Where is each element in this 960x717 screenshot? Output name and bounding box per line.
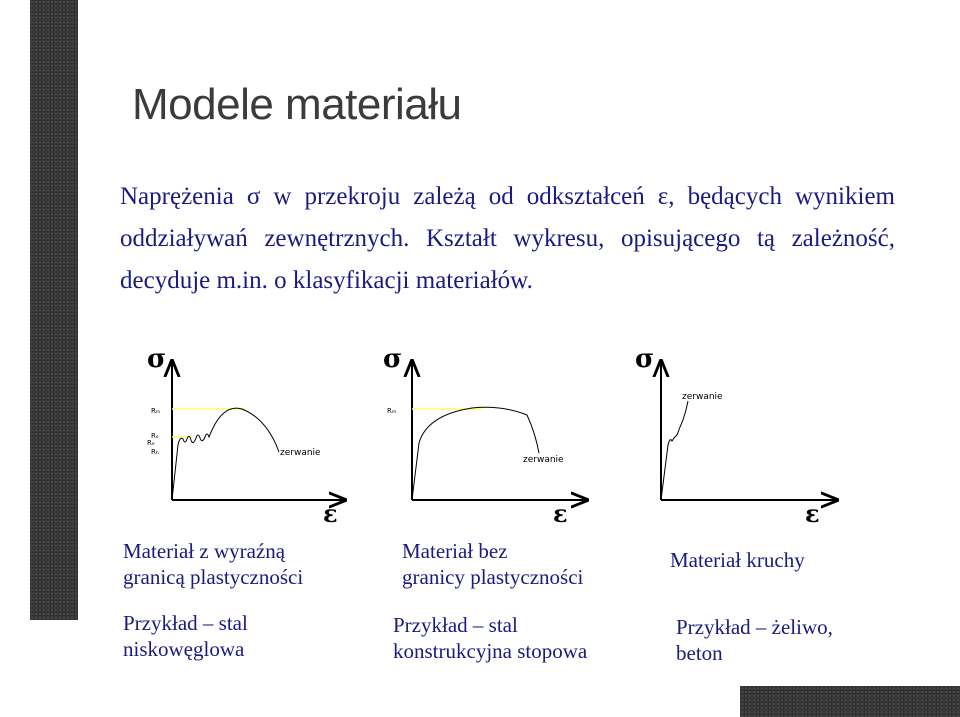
caption-type-text: Materiał bez granicy plastyczności: [402, 539, 584, 589]
stress-curve: [661, 401, 688, 500]
bottom-decor-bar: [740, 686, 960, 717]
rupture-label: zerwanie: [682, 392, 723, 402]
graph-alloy-steel: [383, 344, 587, 528]
left-decor-bar: [30, 0, 78, 620]
caption-example-mild-steel: [123, 610, 248, 662]
label-rh: Rₕ: [151, 448, 159, 456]
caption-example-text: Przykład – stal niskowęglowa: [123, 611, 248, 661]
graph-mild-steel: [147, 344, 345, 528]
label-rm: Rₘ: [151, 407, 161, 415]
epsilon-symbol: ε: [323, 499, 338, 528]
label-re-lower: Rₑ: [147, 439, 155, 447]
sigma-symbol: σ: [635, 344, 655, 374]
caption-example-text: Przykład – żeliwo, beton: [676, 615, 833, 665]
caption-type-text: Materiał kruchy: [670, 548, 805, 572]
slide-title: Modele materiału: [132, 80, 462, 129]
graph-brittle: [635, 344, 837, 528]
epsilon-symbol: ε: [805, 499, 820, 528]
rupture-label: zerwanie: [523, 455, 564, 465]
sigma-symbol: σ: [383, 344, 403, 374]
epsilon-symbol: ε: [553, 499, 568, 528]
caption-type-mild-steel: [123, 538, 303, 590]
caption-type-alloy-steel: [402, 538, 583, 590]
stress-curve: [172, 408, 279, 500]
rupture-label: zerwanie: [280, 448, 321, 458]
stress-curve: [412, 407, 539, 500]
stress-strain-figure: [127, 337, 845, 532]
caption-type-text: Materiał z wyraźną granicą plastyczności: [123, 539, 304, 589]
label-rm: Rₘ: [387, 407, 397, 415]
caption-example-brittle: [676, 614, 833, 666]
label-re-upper: Rₑ: [151, 432, 159, 440]
stress-strain-diagrams: [127, 337, 845, 532]
caption-type-brittle: [670, 547, 805, 573]
intro-paragraph: Naprężenia σ w przekroju zależą od odkształceń ε, będących wynikiem oddziaływań zewnętrznych. Kształt wykresu, opisującego tą zależność, decyduje m.in. o klasyfikacji materiałów.: [120, 183, 895, 294]
sigma-symbol: σ: [147, 344, 167, 374]
caption-example-alloy-steel: [393, 612, 587, 664]
caption-example-text: Przykład – stal konstrukcyjna stopowa: [393, 613, 588, 663]
